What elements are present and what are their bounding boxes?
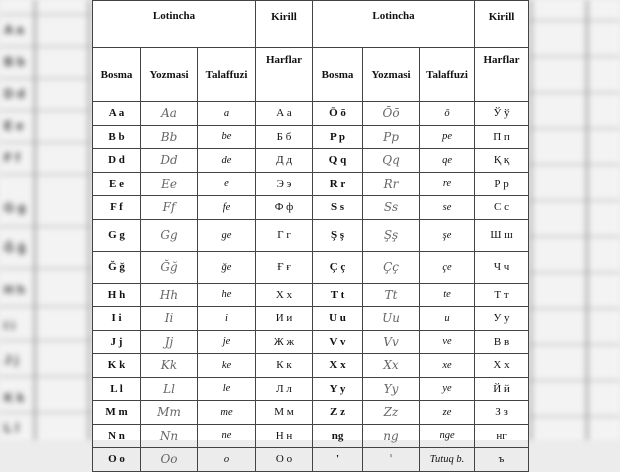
- pronunciation: nge: [420, 424, 475, 448]
- column-header-talaffuzi: Talaffuzi: [198, 48, 256, 102]
- divider: [528, 272, 620, 273]
- print-letter: J j: [93, 330, 141, 354]
- cyrillic-letter: Б б: [256, 125, 313, 149]
- table-row: [93, 283, 529, 307]
- cyrillic-letter: Ғ ғ: [256, 251, 313, 283]
- pronunciation: Tutuq b.: [420, 448, 475, 472]
- pronunciation: ye: [420, 377, 475, 401]
- pronunciation: je: [198, 330, 256, 354]
- divider: [0, 268, 92, 269]
- cyrillic-letter: З з: [475, 401, 529, 425]
- table-row: [93, 102, 529, 126]
- group-header-lotincha: Lotincha: [313, 1, 475, 48]
- pronunciation: re: [420, 172, 475, 196]
- print-letter: A a: [93, 102, 141, 126]
- table-row: [93, 448, 529, 472]
- table-row: [93, 172, 529, 196]
- group-header-lotincha: Lotincha: [93, 1, 256, 48]
- cyrillic-letter: М м: [256, 401, 313, 425]
- table-row: [93, 330, 529, 354]
- column-header-bosma: Bosma: [93, 48, 141, 102]
- pronunciation: qe: [420, 149, 475, 173]
- pronunciation: ve: [420, 330, 475, 354]
- script-letter: Kk: [141, 354, 198, 378]
- cyrillic-letter: Ш ш: [475, 219, 529, 251]
- divider: [34, 0, 36, 440]
- blurred-text: L l: [4, 420, 19, 435]
- pronunciation: şe: [420, 219, 475, 251]
- cyrillic-letter: Х х: [256, 283, 313, 307]
- print-letter: P p: [313, 125, 363, 149]
- pronunciation: le: [198, 377, 256, 401]
- divider: [528, 92, 620, 93]
- divider: [0, 412, 92, 413]
- print-letter: S s: [313, 196, 363, 220]
- script-letter: Dd: [141, 149, 198, 173]
- cyrillic-letter: Д д: [256, 149, 313, 173]
- divider: [528, 56, 620, 57]
- script-letter: Vv: [363, 330, 420, 354]
- pronunciation: be: [198, 125, 256, 149]
- table-row: [93, 125, 529, 149]
- blurred-text: G g: [4, 200, 26, 215]
- divider: [0, 174, 92, 175]
- script-letter: Ff: [141, 196, 198, 220]
- pronunciation: e: [198, 172, 256, 196]
- cyrillic-letter: Э э: [256, 172, 313, 196]
- pronunciation: xe: [420, 354, 475, 378]
- print-letter: R r: [313, 172, 363, 196]
- column-header-harflar: Harflar: [475, 48, 529, 102]
- cyrillic-letter: С с: [475, 196, 529, 220]
- divider: [528, 236, 620, 237]
- cyrillic-letter: Г г: [256, 219, 313, 251]
- script-letter: Ll: [141, 377, 198, 401]
- alphabet-sheet: [92, 0, 528, 467]
- cyrillic-letter: У у: [475, 307, 529, 331]
- pronunciation: me: [198, 401, 256, 425]
- table-row: [93, 377, 529, 401]
- column-header-bosma: Bosma: [313, 48, 363, 102]
- pronunciation: ne: [198, 424, 256, 448]
- script-letter: Gg: [141, 219, 198, 251]
- cyrillic-letter: Х х: [475, 354, 529, 378]
- print-letter: ': [313, 448, 363, 472]
- divider: [528, 164, 620, 165]
- script-letter: Nn: [141, 424, 198, 448]
- script-letter: Oo: [141, 448, 198, 472]
- table-row: [93, 149, 529, 173]
- blurred-text: J j: [4, 352, 19, 367]
- print-letter: Z z: [313, 401, 363, 425]
- script-letter: Xx: [363, 354, 420, 378]
- blurred-text: H h: [4, 282, 25, 297]
- blurred-left-margin: [0, 0, 92, 440]
- script-letter: Şş: [363, 219, 420, 251]
- print-letter: N n: [93, 424, 141, 448]
- script-letter: Bb: [141, 125, 198, 149]
- script-letter: Ōō: [363, 102, 420, 126]
- cyrillic-letter: К к: [256, 354, 313, 378]
- divider: [530, 0, 532, 440]
- divider: [528, 200, 620, 201]
- divider: [0, 46, 92, 47]
- pronunciation: o: [198, 448, 256, 472]
- script-letter: Rr: [363, 172, 420, 196]
- divider: [528, 344, 620, 345]
- print-letter: ng: [313, 424, 363, 448]
- print-letter: G g: [93, 219, 141, 251]
- cyrillic-letter: В в: [475, 330, 529, 354]
- print-letter: H h: [93, 283, 141, 307]
- print-letter: U u: [313, 307, 363, 331]
- table-row: [93, 307, 529, 331]
- column-header-harflar: Harflar: [256, 48, 313, 102]
- blurred-text: B b: [4, 54, 25, 69]
- print-letter: X x: [313, 354, 363, 378]
- column-header-yozmasi: Yozmasi: [141, 48, 198, 102]
- cyrillic-letter: Ў ў: [475, 102, 529, 126]
- divider: [528, 20, 620, 21]
- group-header-kirill: Kirill: [475, 1, 529, 48]
- blurred-text: K k: [4, 390, 25, 405]
- script-letter: Jj: [141, 330, 198, 354]
- blurred-text: Ğ ğ: [4, 240, 26, 255]
- script-letter: Pp: [363, 125, 420, 149]
- print-letter: V v: [313, 330, 363, 354]
- script-letter: Ğğ: [141, 251, 198, 283]
- pronunciation: ke: [198, 354, 256, 378]
- blurred-text: D d: [4, 86, 25, 101]
- group-header-row: [93, 1, 529, 48]
- pronunciation: pe: [420, 125, 475, 149]
- divider: [0, 14, 92, 15]
- blurred-right-margin: [528, 0, 620, 440]
- divider: [528, 128, 620, 129]
- print-letter: T t: [313, 283, 363, 307]
- table-row: [93, 401, 529, 425]
- divider: [0, 226, 92, 227]
- cyrillic-letter: ъ: [475, 448, 529, 472]
- script-letter: Aa: [141, 102, 198, 126]
- script-letter: Ee: [141, 172, 198, 196]
- blurred-text: A a: [4, 22, 24, 37]
- pronunciation: te: [420, 283, 475, 307]
- print-letter: B b: [93, 125, 141, 149]
- alphabet-table: [92, 0, 529, 472]
- divider: [88, 0, 90, 440]
- script-letter: Uu: [363, 307, 420, 331]
- divider: [0, 110, 92, 111]
- print-letter: Ç ç: [313, 251, 363, 283]
- cyrillic-letter: Ф ф: [256, 196, 313, 220]
- print-letter: Ş ş: [313, 219, 363, 251]
- print-letter: L l: [93, 377, 141, 401]
- cyrillic-letter: П п: [475, 125, 529, 149]
- print-letter: O o: [93, 448, 141, 472]
- script-letter: Yy: [363, 377, 420, 401]
- script-letter: Zz: [363, 401, 420, 425]
- divider: [0, 142, 92, 143]
- print-letter: K k: [93, 354, 141, 378]
- divider: [0, 376, 92, 377]
- print-letter: M m: [93, 401, 141, 425]
- print-letter: Q q: [313, 149, 363, 173]
- print-letter: F f: [93, 196, 141, 220]
- print-letter: I i: [93, 307, 141, 331]
- print-letter: D d: [93, 149, 141, 173]
- divider: [528, 416, 620, 417]
- cyrillic-letter: Ч ч: [475, 251, 529, 283]
- cyrillic-letter: А а: [256, 102, 313, 126]
- group-header-kirill: Kirill: [256, 1, 313, 48]
- divider: [528, 380, 620, 381]
- pronunciation: i: [198, 307, 256, 331]
- cyrillic-letter: И и: [256, 307, 313, 331]
- divider: [0, 340, 92, 341]
- cyrillic-letter: Р р: [475, 172, 529, 196]
- print-letter: Y y: [313, 377, 363, 401]
- script-letter: Mm: [141, 401, 198, 425]
- script-letter: Ss: [363, 196, 420, 220]
- pronunciation: a: [198, 102, 256, 126]
- divider: [0, 78, 92, 79]
- blurred-text: E e: [4, 118, 24, 133]
- script-letter: Tt: [363, 283, 420, 307]
- pronunciation: ge: [198, 219, 256, 251]
- divider: [528, 308, 620, 309]
- pronunciation: çe: [420, 251, 475, 283]
- cyrillic-letter: Т т: [475, 283, 529, 307]
- script-letter: Hh: [141, 283, 198, 307]
- column-header-talaffuzi: Talaffuzi: [420, 48, 475, 102]
- script-letter: Ii: [141, 307, 198, 331]
- column-header-row: [93, 48, 529, 102]
- pronunciation: de: [198, 149, 256, 173]
- pronunciation: ze: [420, 401, 475, 425]
- table-row: [93, 196, 529, 220]
- pronunciation: fe: [198, 196, 256, 220]
- table-row: [93, 354, 529, 378]
- blurred-text: F f: [4, 150, 20, 165]
- cyrillic-letter: нг: [475, 424, 529, 448]
- table-row: [93, 219, 529, 251]
- print-letter: Ō ō: [313, 102, 363, 126]
- pronunciation: he: [198, 283, 256, 307]
- script-letter: Çç: [363, 251, 420, 283]
- divider: [0, 306, 92, 307]
- print-letter: Ğ ğ: [93, 251, 141, 283]
- cyrillic-letter: Ж ж: [256, 330, 313, 354]
- pronunciation: ğe: [198, 251, 256, 283]
- column-header-yozmasi: Yozmasi: [363, 48, 420, 102]
- divider: [586, 0, 588, 440]
- pronunciation: ō: [420, 102, 475, 126]
- pronunciation: se: [420, 196, 475, 220]
- cyrillic-letter: О о: [256, 448, 313, 472]
- cyrillic-letter: Н н: [256, 424, 313, 448]
- cyrillic-letter: Й й: [475, 377, 529, 401]
- script-letter: ng: [363, 424, 420, 448]
- pronunciation: u: [420, 307, 475, 331]
- cyrillic-letter: Қ қ: [475, 149, 529, 173]
- blurred-text: I i: [4, 318, 15, 333]
- table-row: [93, 424, 529, 448]
- cyrillic-letter: Л л: [256, 377, 313, 401]
- table-row: [93, 251, 529, 283]
- print-letter: E e: [93, 172, 141, 196]
- script-letter: Qq: [363, 149, 420, 173]
- script-letter: ': [363, 448, 420, 472]
